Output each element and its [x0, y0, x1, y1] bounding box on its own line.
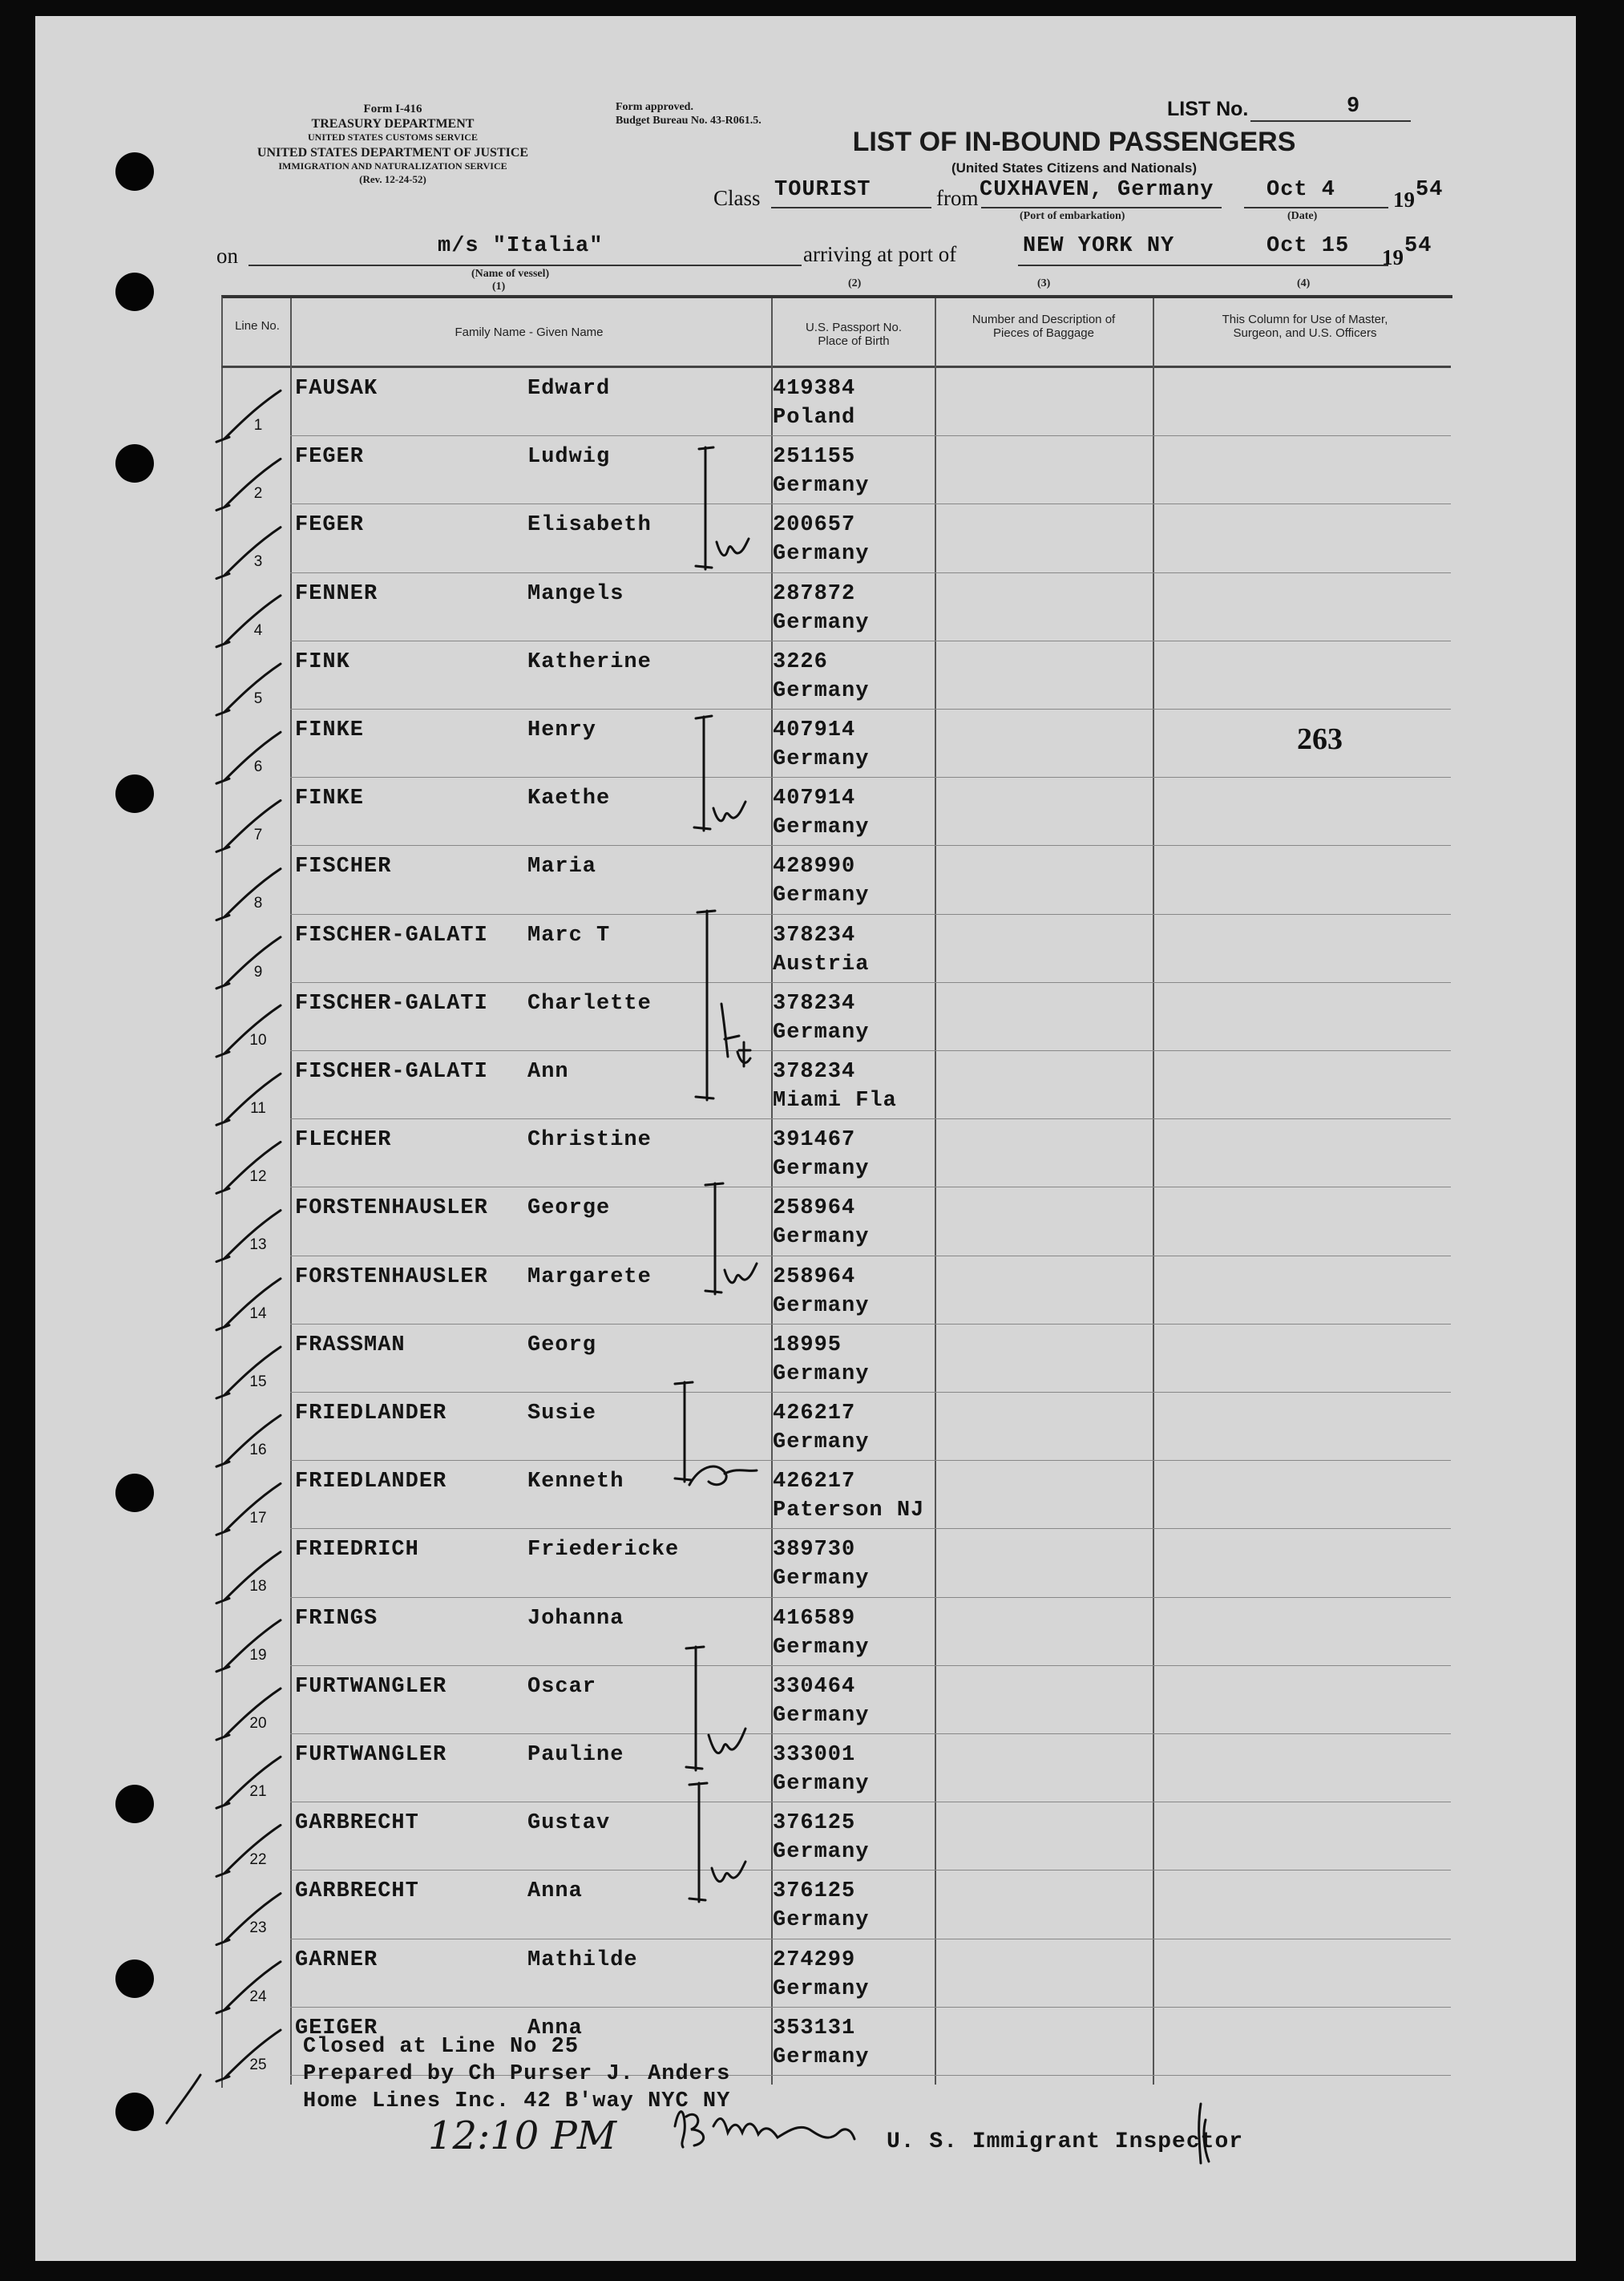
treasury-label: TREASURY DEPARTMENT — [311, 117, 475, 131]
passenger-given-name: Christine — [527, 1128, 652, 1153]
line-number: 2 — [253, 485, 263, 503]
inspector-stamp-mark — [1199, 2104, 1209, 2163]
passport-number: 416589 — [773, 1606, 856, 1631]
prepared-by: Prepared by Ch Purser J. Anders — [303, 2062, 731, 2086]
place-of-birth: Germany — [773, 1430, 870, 1454]
passenger-family-name: FRINGS — [295, 1606, 378, 1631]
passenger-given-name: Anna — [527, 2016, 583, 2040]
passenger-family-name: FRIEDLANDER — [295, 1470, 447, 1494]
line-number: 5 — [253, 690, 263, 707]
line-check-mark — [216, 869, 281, 920]
place-of-birth: Germany — [773, 474, 870, 499]
passenger-family-name: GARBRECHT — [295, 1811, 419, 1836]
place-of-birth: Germany — [773, 884, 870, 908]
passport-number: 426217 — [773, 1401, 856, 1426]
passport-number: 407914 — [773, 718, 856, 742]
page-subtitle: (United States Citizens and Nationals) — [951, 160, 1198, 176]
passenger-family-name: FISCHER-GALATI — [295, 1060, 488, 1084]
line-check-mark — [216, 459, 281, 510]
passport-number: 428990 — [773, 855, 856, 880]
place-of-birth: Germany — [773, 1976, 870, 2001]
passenger-family-name: GARNER — [295, 1947, 378, 1972]
passport-number: 200657 — [773, 513, 856, 538]
passenger-given-name: Kaethe — [527, 787, 611, 811]
passport-number: 378234 — [773, 923, 856, 948]
passport-number: 426217 — [773, 1470, 856, 1494]
passport-number: 353131 — [773, 2016, 856, 2040]
embarkation-port: CUXHAVEN, Germany — [980, 178, 1214, 202]
line-check-mark — [216, 1005, 281, 1057]
passenger-given-name: Georg — [527, 1333, 597, 1357]
passenger-family-name: FAUSAK — [295, 377, 378, 401]
line-number: 11 — [250, 1100, 266, 1117]
line-check-mark — [216, 596, 281, 647]
passport-number: 407914 — [773, 787, 856, 811]
passenger-given-name: Pauline — [527, 1743, 624, 1767]
place-of-birth: Germany — [773, 1703, 870, 1728]
line-check-mark — [216, 528, 281, 579]
line-number: 21 — [249, 1783, 267, 1800]
passenger-given-name: Maria — [527, 855, 597, 880]
passport-number: 419384 — [773, 377, 856, 401]
line-check-mark — [216, 1279, 281, 1330]
place-of-birth: Germany — [773, 1772, 870, 1796]
passenger-given-name: Edward — [527, 377, 611, 401]
list-no-label: LIST No. — [1167, 98, 1249, 120]
passport-number: 18995 — [773, 1333, 842, 1357]
passenger-family-name: FORSTENHAUSLER — [295, 1264, 488, 1289]
place-of-birth: Germany — [773, 1225, 870, 1250]
passenger-family-name: FURTWANGLER — [295, 1743, 447, 1767]
officer-note: 263 — [1297, 722, 1343, 756]
line-check-mark — [216, 1894, 281, 1945]
passenger-given-name: Charlette — [527, 991, 652, 1016]
line-number: 16 — [249, 1442, 267, 1458]
line-number: 17 — [249, 1510, 267, 1527]
revision-label: (Rev. 12-24-52) — [359, 173, 426, 185]
place-of-birth: Germany — [773, 1293, 870, 1318]
caption-3: (3) — [1037, 277, 1051, 289]
passport-number: 258964 — [773, 1264, 856, 1289]
family-bracket-finke — [694, 716, 745, 831]
place-of-birth: Germany — [773, 2044, 870, 2069]
line-number: 9 — [253, 963, 263, 981]
place-of-birth: Germany — [773, 1635, 870, 1660]
passenger-family-name: FINKE — [295, 718, 365, 742]
line-check-mark — [216, 2030, 281, 2081]
passenger-given-name: Ludwig — [527, 445, 611, 470]
arriving-label: arriving at port of — [803, 242, 957, 266]
budget-bureau: Budget Bureau No. 43-R061.5. — [616, 115, 762, 127]
place-of-birth: Germany — [773, 1908, 870, 1933]
passenger-given-name: Susie — [527, 1401, 597, 1426]
col-head-officers: This Column for Use of Master, Surgeon, and U.S. Officers — [1222, 313, 1388, 341]
col-head-line: Line No. — [235, 319, 280, 333]
passenger-given-name: Ann — [527, 1060, 569, 1084]
line-check-mark — [216, 800, 281, 851]
line-check-mark — [216, 937, 281, 989]
passenger-given-name: Henry — [527, 718, 597, 742]
passenger-given-name: George — [527, 1196, 611, 1221]
family-bracket-fischer-galati — [696, 911, 750, 1100]
line-check-mark — [216, 1689, 281, 1740]
passenger-family-name: FORSTENHAUSLER — [295, 1196, 488, 1221]
year-prefix-from: 19 — [1393, 188, 1415, 212]
family-bracket-garbrecht — [689, 1783, 745, 1902]
passenger-family-name: FEGER — [295, 513, 365, 538]
ins-label: IMMIGRATION AND NATURALIZATION SERVICE — [278, 160, 507, 172]
caption-4: (4) — [1297, 277, 1311, 289]
line-check-mark — [216, 1347, 281, 1398]
form-approved: Form approved. — [616, 101, 693, 113]
line-number: 25 — [249, 2056, 267, 2073]
closed-line: Closed at Line No 25 — [303, 2035, 580, 2059]
margin-check-mark — [167, 2075, 200, 2123]
line-check-mark — [216, 1142, 281, 1193]
embarkation-caption: (Port of embarkation) — [1020, 210, 1125, 222]
passport-number: 274299 — [773, 1947, 856, 1972]
vessel-caption: (Name of vessel) — [471, 268, 550, 280]
passenger-given-name: Margarete — [527, 1264, 652, 1289]
line-check-mark — [216, 390, 281, 442]
arrival-port: NEW YORK NY — [1023, 234, 1175, 258]
family-bracket-forstenhausler — [705, 1183, 757, 1294]
passenger-family-name: FISCHER-GALATI — [295, 923, 488, 948]
line-number: 6 — [253, 758, 263, 775]
line-number: 18 — [249, 1578, 267, 1595]
passenger-family-name: FRIEDRICH — [295, 1538, 419, 1563]
form-number: Form I-416 — [363, 103, 422, 115]
family-bracket-feger — [696, 447, 749, 569]
line-number: 7 — [253, 827, 263, 844]
place-of-birth: Germany — [773, 815, 870, 840]
passenger-given-name: Johanna — [527, 1606, 624, 1631]
family-bracket-friedlander — [675, 1382, 757, 1485]
family-bracket-furtwangler — [686, 1647, 745, 1770]
passenger-given-name: Mathilde — [527, 1947, 638, 1972]
col-head-passport: U.S. Passport No. Place of Birth — [805, 321, 903, 349]
line-number: 23 — [249, 1919, 267, 1937]
place-of-birth: Germany — [773, 678, 870, 703]
passport-number: 391467 — [773, 1128, 856, 1153]
line-check-mark — [216, 1415, 281, 1466]
passport-number: 376125 — [773, 1811, 856, 1836]
on-label: on — [216, 244, 238, 268]
line-check-mark — [216, 732, 281, 783]
line-check-mark — [216, 1211, 281, 1262]
passenger-given-name: Anna — [527, 1879, 583, 1904]
col-head-name: Family Name - Given Name — [454, 326, 604, 339]
passport-number: 333001 — [773, 1743, 856, 1767]
line-check-mark — [216, 664, 281, 715]
arrival-date: Oct 15 — [1266, 234, 1350, 258]
place-of-birth: Miami Fla — [773, 1089, 897, 1113]
line-number: 12 — [249, 1168, 267, 1186]
passport-number: 330464 — [773, 1674, 856, 1699]
line-check-mark — [216, 1962, 281, 2013]
passenger-family-name: GARBRECHT — [295, 1879, 419, 1904]
passenger-family-name: FRASSMAN — [295, 1333, 406, 1357]
passport-number: 287872 — [773, 581, 856, 606]
caption-1: (1) — [492, 281, 506, 293]
passenger-given-name: Oscar — [527, 1674, 597, 1699]
passenger-family-name: FLECHER — [295, 1128, 392, 1153]
caption-2: (2) — [848, 277, 862, 289]
departure-year: 54 — [1416, 178, 1444, 202]
passenger-given-name: Mangels — [527, 581, 624, 606]
passenger-given-name: Elisabeth — [527, 513, 652, 538]
class-label: Class — [713, 186, 761, 210]
passenger-given-name: Marc T — [527, 923, 611, 948]
from-label: from — [936, 186, 979, 210]
place-of-birth: Germany — [773, 610, 870, 635]
date-caption: (Date) — [1287, 210, 1318, 222]
company-line: Home Lines Inc. 42 B'way NYC NY — [303, 2089, 731, 2113]
passport-number: 376125 — [773, 1879, 856, 1904]
place-of-birth: Germany — [773, 1840, 870, 1865]
line-number: 22 — [249, 1851, 267, 1869]
line-check-mark — [216, 1483, 281, 1535]
place-of-birth: Germany — [773, 1567, 870, 1591]
year-prefix-arrive: 19 — [1382, 245, 1404, 269]
passenger-family-name: FINK — [295, 649, 350, 674]
passport-number: 258964 — [773, 1196, 856, 1221]
line-number: 4 — [253, 621, 263, 639]
line-check-mark — [216, 1620, 281, 1672]
arrival-year: 54 — [1404, 234, 1432, 258]
line-number: 15 — [249, 1373, 267, 1390]
line-number: 3 — [253, 553, 263, 571]
line-number: 13 — [249, 1236, 267, 1254]
justice-label: UNITED STATES DEPARTMENT OF JUSTICE — [257, 146, 529, 160]
place-of-birth: Germany — [773, 542, 870, 567]
passport-number: 3226 — [773, 649, 828, 674]
place-of-birth: Germany — [773, 1020, 870, 1045]
place-of-birth: Poland — [773, 406, 856, 430]
line-number: 19 — [249, 1646, 267, 1664]
passport-number: 378234 — [773, 991, 856, 1016]
vessel-name: m/s "Italia" — [438, 234, 604, 258]
passenger-family-name: FRIEDLANDER — [295, 1401, 447, 1426]
place-of-birth: Germany — [773, 1361, 870, 1386]
place-of-birth: Germany — [773, 747, 870, 771]
line-number: 10 — [249, 1031, 267, 1049]
passenger-family-name: FINKE — [295, 787, 365, 811]
customs-label: UNITED STATES CUSTOMS SERVICE — [308, 131, 478, 143]
line-number: 14 — [249, 1304, 267, 1322]
class-value: TOURIST — [774, 178, 871, 202]
passenger-given-name: Katherine — [527, 649, 652, 674]
place-of-birth: Germany — [773, 1157, 870, 1182]
line-number: 1 — [253, 417, 263, 434]
handwritten-time: 12:10 PM — [428, 2113, 617, 2158]
passenger-family-name: FENNER — [295, 581, 378, 606]
line-number: 20 — [249, 1714, 267, 1732]
line-check-mark — [216, 1552, 281, 1604]
line-check-mark — [216, 1074, 281, 1125]
place-of-birth: Paterson NJ — [773, 1498, 925, 1523]
line-check-mark — [216, 1825, 281, 1876]
line-number: 8 — [253, 895, 263, 912]
passenger-family-name: FEGER — [295, 445, 365, 470]
passenger-family-name: FISCHER-GALATI — [295, 991, 488, 1016]
passenger-given-name: Kenneth — [527, 1470, 624, 1494]
passenger-given-name: Friedericke — [527, 1538, 680, 1563]
passport-number: 378234 — [773, 1060, 856, 1084]
passenger-family-name: GEIGER — [295, 2016, 378, 2040]
passenger-family-name: FURTWANGLER — [295, 1674, 447, 1699]
passenger-family-name: FISCHER — [295, 855, 392, 880]
inspector-label: U. S. Immigrant Inspector — [887, 2129, 1244, 2154]
place-of-birth: Austria — [773, 952, 870, 977]
col-head-baggage: Number and Description of Pieces of Baggage — [972, 313, 1116, 341]
line-check-mark — [216, 1757, 281, 1808]
passport-number: 251155 — [773, 445, 856, 470]
inspector-signature — [675, 2112, 854, 2147]
list-no-value: 9 — [1347, 95, 1361, 119]
passport-number: 389730 — [773, 1538, 856, 1563]
line-number: 24 — [249, 1988, 267, 2005]
passenger-given-name: Gustav — [527, 1811, 611, 1836]
departure-date: Oct 4 — [1266, 178, 1336, 202]
page-title: LIST OF IN-BOUND PASSENGERS — [852, 127, 1296, 157]
